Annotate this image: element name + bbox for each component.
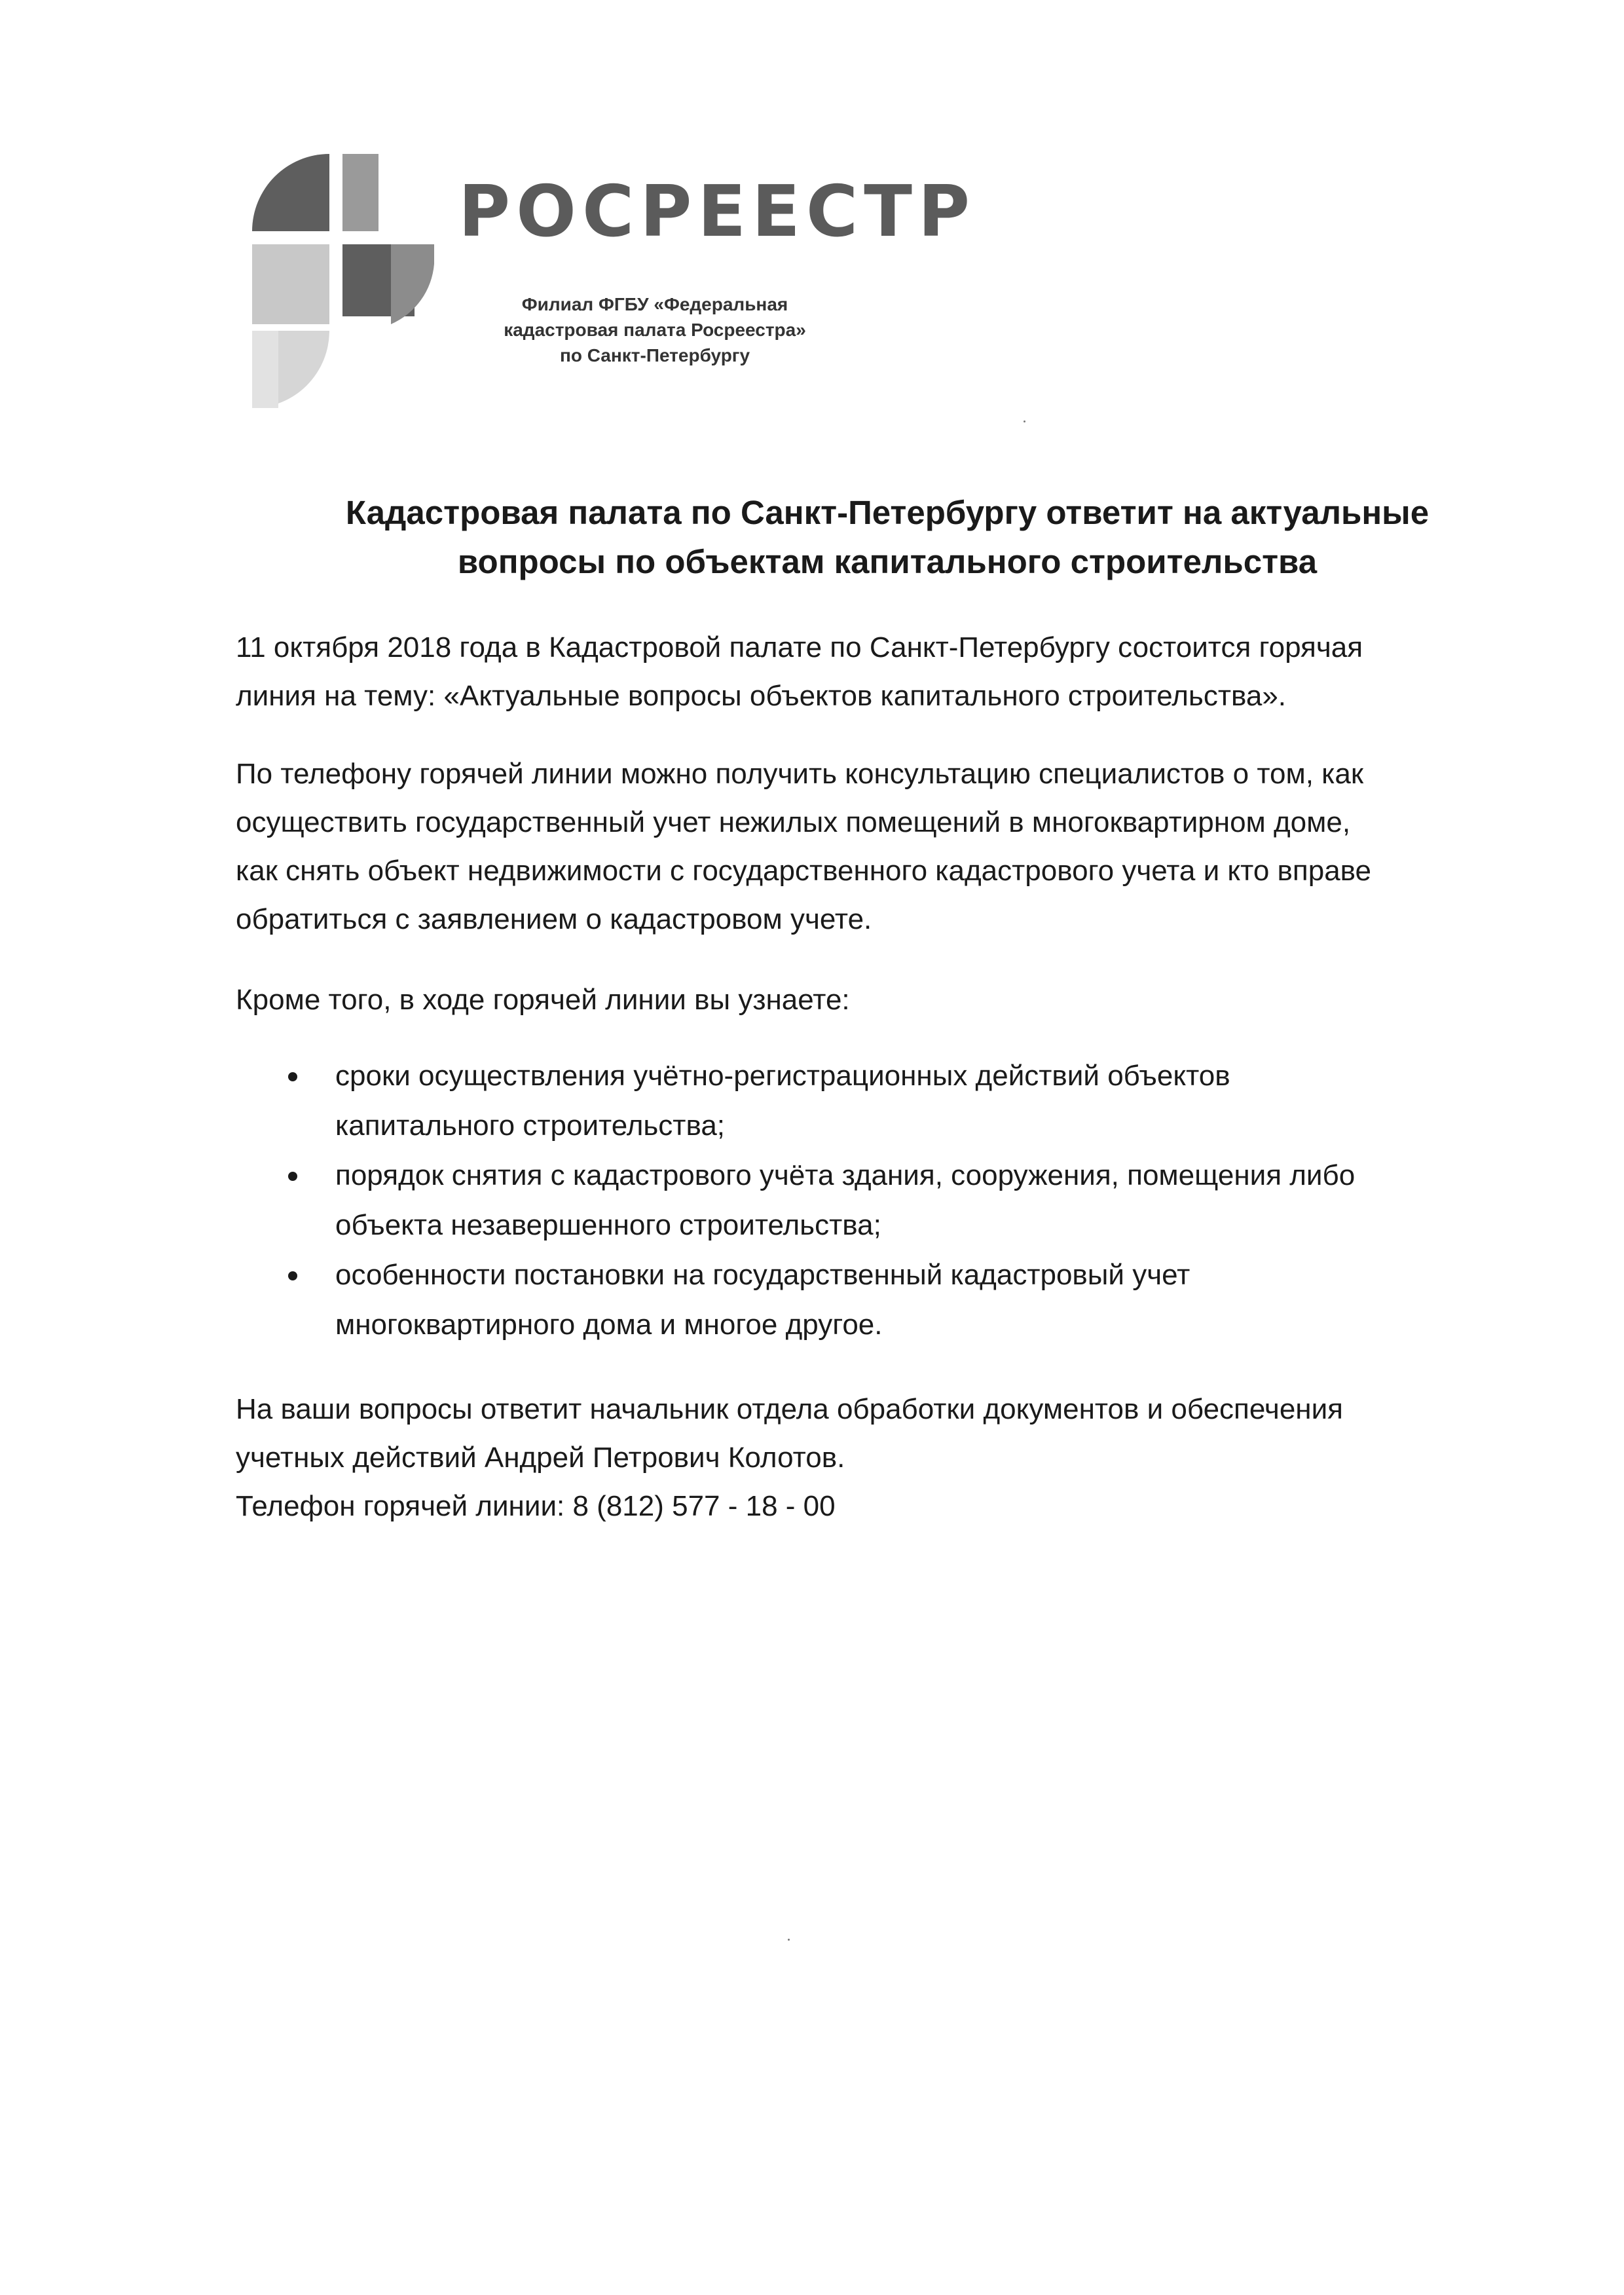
text-line: осуществить государственный учет нежилых помещений в многоквартирном доме,	[236, 806, 1351, 838]
text-line: учетных действий Андрей Петрович Колотов.	[236, 1442, 845, 1474]
text-line: На ваши вопросы ответит начальник отдела обработки документов и обеспечения	[236, 1393, 1343, 1425]
list-item	[288, 1250, 1532, 1350]
brand-name: РОСРЕЕСТР	[458, 171, 976, 253]
bullet-icon	[288, 1271, 297, 1280]
bullet-list	[288, 1051, 1532, 1350]
text-line: многоквартирного дома и многое другое.	[335, 1309, 883, 1341]
text-line: объекта незавершенного строительства;	[335, 1209, 881, 1241]
document-title	[249, 488, 1526, 586]
text-line: особенности постановки на государственный кадастровый учет	[335, 1259, 1190, 1291]
text-line: порядок снятия с кадастрового учёта здания, сооружения, помещения либо	[335, 1159, 1356, 1191]
text-line: как снять объект недвижимости с государственного кадастрового учета и кто вправе	[236, 855, 1372, 887]
phone-line: Телефон горячей линии: 8 (812) 577 - 18 - 00	[236, 1490, 836, 1522]
text-line: Кроме того, в ходе горячей линии вы узнаете:	[236, 984, 850, 1016]
text-line: 11 октября 2018 года в Кадастровой палате по Санкт-Петербургу состоится горячая	[236, 631, 1363, 663]
paragraph-contact	[236, 1385, 1545, 1531]
text-line: По телефону горячей линии можно получить консультацию специалистов о том, как	[236, 758, 1364, 790]
scan-speck	[1024, 420, 1025, 422]
text-line: сроки осуществления учётно-регистрационных действий объектов	[335, 1060, 1230, 1092]
branch-line: Филиал ФГБУ «Федеральная	[521, 294, 788, 314]
title-line: Кадастровая палата по Санкт-Петербургу ответит на актуальные	[345, 494, 1430, 531]
bullet-icon	[288, 1072, 297, 1081]
text-line: капитального строительства;	[335, 1110, 726, 1142]
branch-info	[458, 291, 851, 368]
title-line: вопросы по объектам капитального строительства	[457, 543, 1318, 580]
bullet-icon	[288, 1172, 297, 1181]
list-item	[288, 1151, 1532, 1250]
text-line: линия на тему: «Актуальные вопросы объектов капитального строительства».	[236, 680, 1287, 712]
scan-speck	[788, 1939, 790, 1941]
list-item	[288, 1051, 1532, 1151]
branch-line: кадастровая палата Росреестра»	[504, 320, 806, 340]
text-line: обратиться с заявлением о кадастровом учете.	[236, 903, 872, 935]
paragraph-list-intro	[236, 976, 1545, 1024]
branch-line: по Санкт-Петербургу	[559, 345, 750, 365]
paragraph-consultation	[236, 750, 1545, 944]
paragraph-intro	[236, 624, 1545, 720]
rosreestr-logo-icon	[252, 154, 435, 409]
